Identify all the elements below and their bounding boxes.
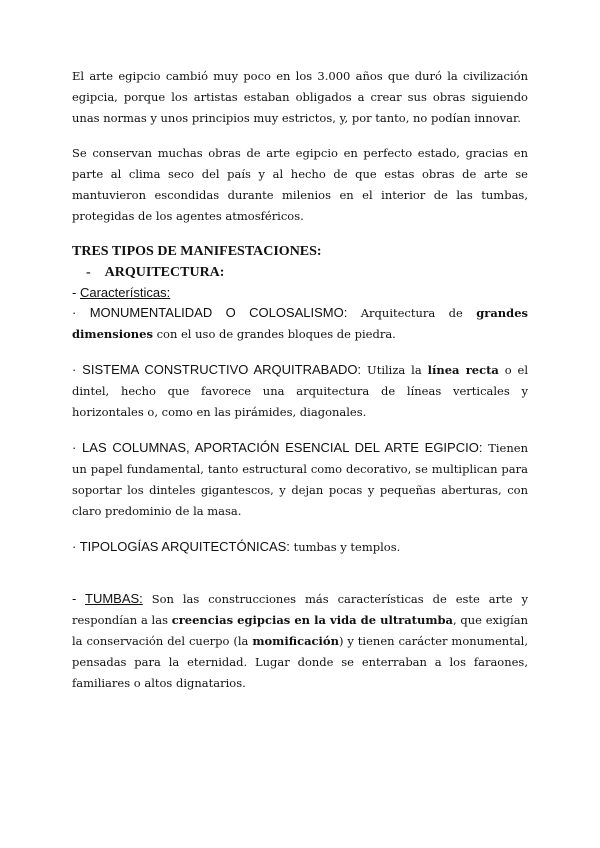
section-subtitle: [86, 262, 528, 283]
characteristics-label: - Características:: [72, 285, 171, 300]
subtitle-dash: -: [86, 265, 91, 280]
tumbas-bold-1: creencias egipcias en la vida de ultratumba: [171, 613, 453, 627]
tumbas-label: TUMBAS:: [85, 591, 143, 606]
section-title: TRES TIPOS DE MANIFESTACIONES:: [72, 244, 322, 259]
item-tipologias: · TIPOLOGÍAS ARQUITECTÓNICAS: tumbas y templos.: [72, 539, 401, 554]
intro-paragraph-1: El arte egipcio cambió muy poco en los 3.000 años que duró la civilización egipcia, porque los artistas estaban obligados a crear sus obras siguiendo unas normas y unos principios muy estrictos, y, por tanto, no podían innovar.: [72, 69, 528, 125]
item-monumental-bold: grandes dimensiones: [72, 306, 528, 341]
item-sistema-bold: línea recta: [427, 363, 499, 377]
subtitle-text: ARQUITECTURA:: [104, 265, 225, 280]
tumbas-bold-2: momificación: [252, 634, 339, 648]
item-sistema-lead: · SISTEMA CONSTRUCTIVO ARQUITRABADO:: [72, 362, 362, 377]
item-sistema: · SISTEMA CONSTRUCTIVO ARQUITRABADO: Utiliza la línea recta o el dintel, hecho que favorece una arquitectura de líneas verticales y horizontales o, como en las pirámides, diagonales.: [72, 362, 529, 419]
intro-paragraph-2: Se conservan muchas obras de arte egipcio en perfecto estado, gracias en parte al clima seco del país y al hecho de que estas obras de arte se mantuvieron escondidas durante milenios en el interior de las tumbas, protegidas de los agentes atmosféricos.: [72, 146, 528, 223]
item-columnas-lead: · LAS COLUMNAS, APORTACIÓN ESENCIAL DEL ARTE EGIPCIO:: [72, 440, 483, 455]
item-monumental-lead: · MONUMENTALIDAD O COLOSALISMO:: [72, 305, 348, 320]
item-monumental: · MONUMENTALIDAD O COLOSALISMO: Arquitectura de grandes dimensiones con el uso de grandes bloques de piedra.: [72, 305, 528, 341]
tumbas-paragraph: - TUMBAS: Son las construcciones más características de este arte y respondían a las creencias egipcias en la vida de ultratumba, que exigían la conservación del cuerpo (la momificación) y tienen carácter monumental, pensadas para la eternidad. Lugar donde se enterraban a los faraones, familiares o altos dignatarios.: [72, 591, 529, 690]
item-tipologias-lead: · TIPOLOGÍAS ARQUITECTÓNICAS:: [72, 539, 290, 554]
document-page: [72, 66, 528, 694]
characteristics-underlined: Características:: [79, 285, 171, 300]
item-columnas: · LAS COLUMNAS, APORTACIÓN ESENCIAL DEL ARTE EGIPCIO: Tienen un papel fundamental, tanto estructural como decorativo, se multiplican para soportar los dinteles gigantescos, y dejan pocas y pequeñas aberturas, con claro predominio de la masa.: [72, 440, 528, 518]
